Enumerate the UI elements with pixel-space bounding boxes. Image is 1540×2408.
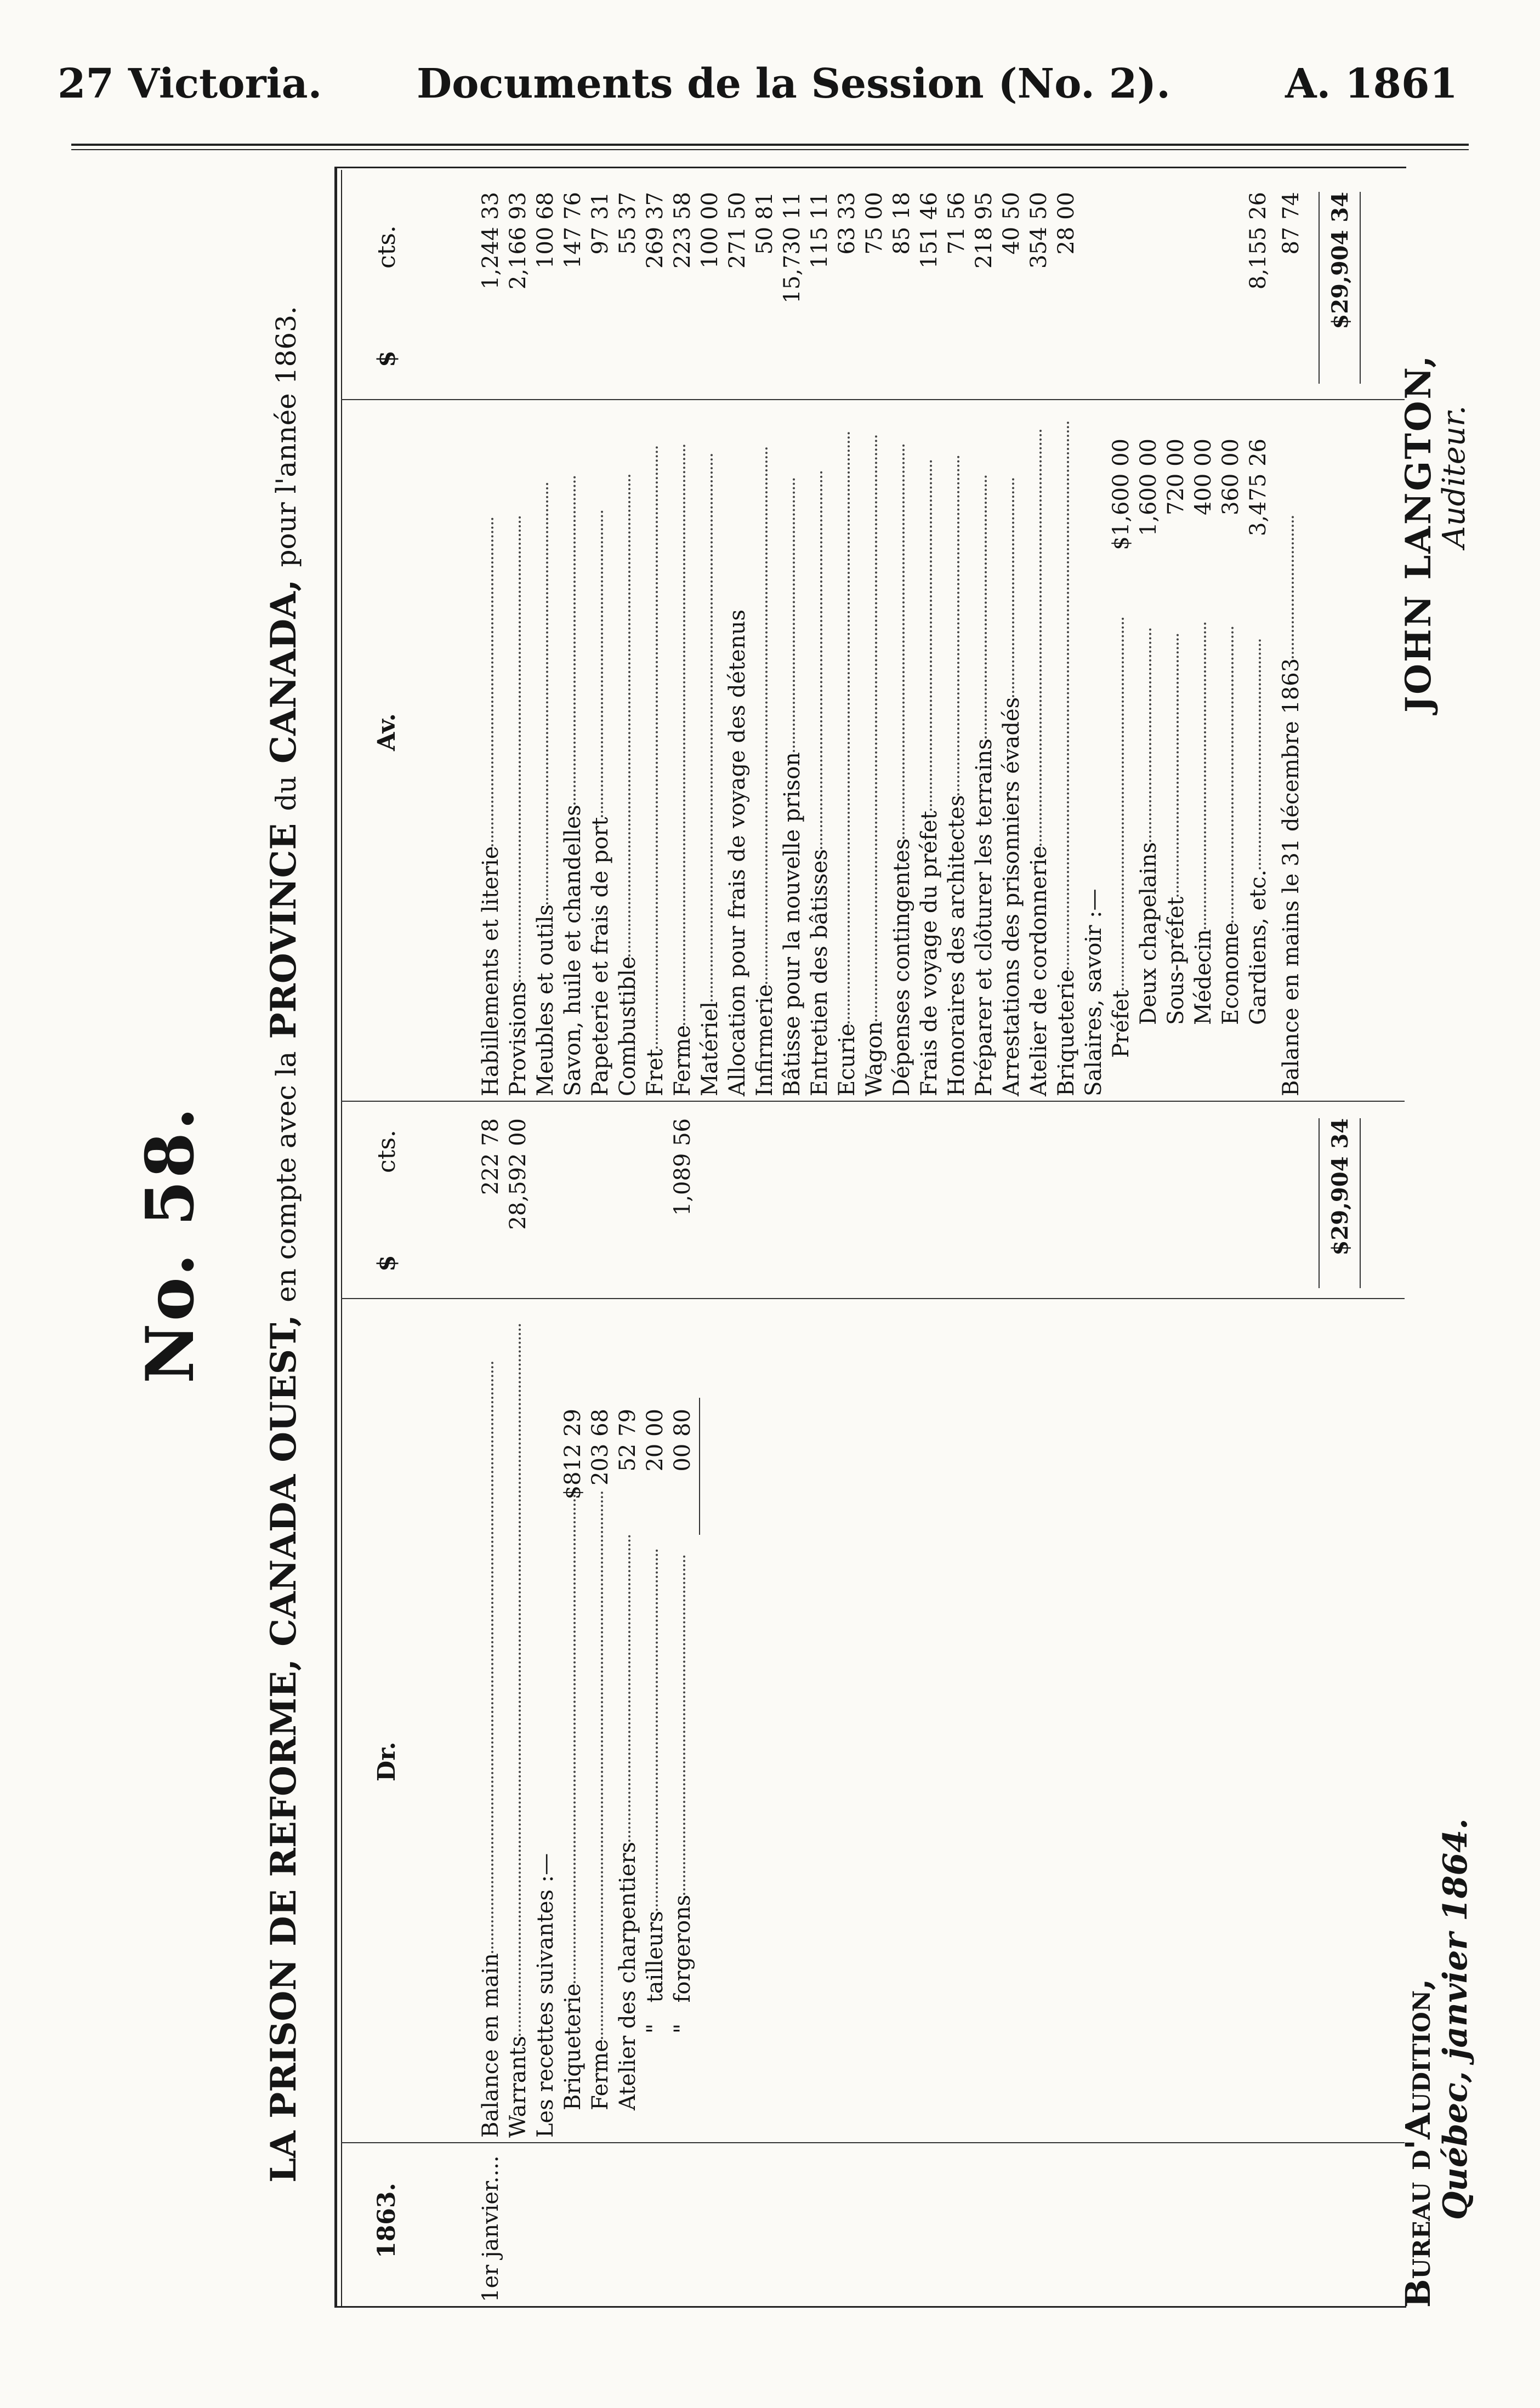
credit-row: Papeterie et frais de port: [587, 510, 614, 1096]
salary-amount: 1,600 00: [1136, 439, 1161, 537]
credit-amount: 115 11: [807, 192, 832, 269]
credit-row: Combustible: [614, 474, 641, 1096]
credit-amount: 55 37: [615, 192, 640, 255]
credit-row: Wagon: [861, 435, 888, 1096]
document-number: No. 58.: [132, 1105, 209, 1384]
debit-row: Balance en main: [477, 1361, 504, 2138]
bureau-name: Bureau d'Audition,: [1398, 1978, 1438, 2308]
credit-amount: 269 37: [643, 192, 668, 269]
title-canada: CANADA,: [263, 579, 304, 764]
document-reference: A. 1861: [1285, 60, 1458, 107]
credit-amount: 100 68: [533, 192, 558, 269]
salary-amount: 400 00: [1191, 439, 1216, 515]
debit-row: Les recettes suivantes :—: [533, 1853, 558, 2138]
credit-row: Ecurie: [833, 431, 861, 1096]
account-statement: [93, 159, 1475, 2330]
salary-row: Préfet: [1107, 617, 1135, 1058]
date-column-rule: [341, 2142, 1405, 2143]
credit-row: Savon, huile et chandelles: [559, 476, 587, 1096]
credit-total: $29,904 34: [1327, 192, 1353, 329]
receipt-amount: 00 80: [670, 1409, 695, 1472]
credit-row: Habillements et literie: [477, 517, 504, 1096]
credit-row: Honoraires des architectes: [943, 456, 970, 1096]
credit-amount: 50 81: [752, 192, 777, 255]
debit-total-rule: [1319, 1118, 1320, 1288]
debit-date: 1er janvier....: [478, 2155, 503, 2302]
credit-row: Entretien des bâtisses: [806, 471, 833, 1096]
credit-amount: 71 56: [944, 192, 969, 255]
credit-cents-heading: cts.: [373, 225, 401, 269]
debit-year: 1863.: [373, 2183, 401, 2258]
credit-amount: 85 18: [889, 192, 914, 255]
credit-dollar-heading: $: [373, 350, 401, 367]
salaries-total: 8,155 26: [1246, 192, 1271, 290]
credit-row: Meubles et outils: [532, 482, 559, 1096]
credit-amount: 97 31: [588, 192, 613, 255]
debit-heading: Dr.: [373, 1741, 401, 1781]
receipt-amount: 52 79: [615, 1409, 640, 1472]
debit-cents-heading: cts.: [373, 1130, 401, 1173]
credit-heading: Av.: [373, 713, 401, 751]
receipt-amount: 203 68: [588, 1409, 613, 1485]
receipt-amount: $812 29: [560, 1409, 586, 1500]
credit-amount: 223 58: [670, 192, 695, 269]
credit-row: Dépenses contingentes: [888, 444, 916, 1096]
receipt-row: Briqueterie: [559, 1490, 587, 2110]
document-title: [263, 159, 304, 2330]
debit-total: $29,904 34: [1327, 1118, 1353, 1256]
credit-total-rule: [1319, 192, 1320, 384]
session-volume: 27 Victoria.: [58, 60, 322, 107]
credit-amount: 40 50: [999, 192, 1024, 255]
bureau-place-date: Québec, janvier 1864.: [1436, 1818, 1475, 2220]
credit-amount: 1,244 33: [478, 192, 503, 290]
credit-row: Allocation pour frais de voyage des détenus: [725, 609, 750, 1096]
title-year: pour l'année 1863.: [270, 306, 302, 567]
credit-amount: 28 00: [1054, 192, 1079, 255]
credit-row: Arrestations des prisonniers évadés: [998, 478, 1025, 1096]
debit-amount-rule: [341, 1298, 1405, 1299]
title-connector: en compte avec la: [270, 1051, 302, 1302]
document-series-title: Documents de la Session (No. 2).: [417, 60, 1170, 107]
credit-amount: 75 00: [862, 192, 887, 255]
credit-row: Fret: [641, 446, 669, 1096]
title-institution: LA PRISON DE REFORME, CANADA OUEST,: [263, 1314, 304, 2183]
credit-amount: 218 95: [971, 192, 997, 269]
credit-amount: 15,730 11: [780, 192, 805, 304]
header-rule-thin: [71, 149, 1469, 150]
debit-row: Warrants: [504, 1323, 532, 2138]
salary-amount: $1,600 00: [1109, 439, 1134, 550]
credit-row: Frais de voyage du préfet: [916, 460, 943, 1096]
salary-amount: 360 00: [1218, 439, 1243, 515]
credit-amount: 63 33: [834, 192, 860, 255]
receipt-row: " forgerons: [669, 1555, 696, 2034]
credit-amount: 271 50: [725, 192, 750, 269]
ledger-frame-inner-rule: [341, 170, 342, 2308]
credit-row: Provisions: [504, 516, 532, 1096]
credit-row: Bâtisse pour la nouvelle prison: [778, 478, 806, 1096]
title-du: du: [270, 776, 302, 811]
salary-row: Médecin: [1190, 622, 1217, 1025]
debit-total-underline: [1360, 1118, 1361, 1288]
auditor-name: JOHN LANGTON,: [1398, 354, 1439, 713]
credit-balance-amount: 87 74: [1278, 192, 1304, 255]
credit-amount: 147 76: [560, 192, 586, 269]
header-rule-thick: [71, 144, 1469, 146]
debit-amount: 28,592 00: [505, 1118, 531, 1230]
receipt-row: Atelier des charpentiers: [614, 1535, 641, 2110]
salary-row: Sous-préfet: [1162, 634, 1190, 1025]
receipt-amount: 20 00: [643, 1409, 668, 1472]
auditor-title: Auditeur.: [1436, 405, 1472, 548]
credit-row: Atelier de cordonnerie: [1025, 429, 1053, 1096]
receipts-total: 1,089 56: [670, 1118, 695, 1216]
credit-row: Infirmerie: [751, 447, 778, 1096]
salary-amount: 720 00: [1163, 439, 1189, 515]
credit-amount-rule: [341, 399, 1405, 400]
page-header: [0, 22, 1540, 115]
credit-row: Matériel: [696, 453, 724, 1096]
debit-dollar-heading: $: [373, 1255, 401, 1272]
credit-amount: 2,166 93: [505, 192, 531, 290]
receipt-row: " tailleurs: [641, 1549, 669, 2034]
center-divider-rule: [341, 1101, 1405, 1102]
credit-amount: 354 50: [1026, 192, 1052, 269]
debit-amount: 222 78: [478, 1118, 503, 1195]
credit-row: Ferme: [669, 444, 696, 1096]
credit-amount: 151 46: [917, 192, 942, 269]
credit-row: Préparer et clôturer les terrains: [970, 475, 998, 1096]
credit-row: Salaires, savoir :—: [1081, 889, 1106, 1096]
salary-row: Econome: [1217, 627, 1244, 1025]
credit-amount: 100 00: [697, 192, 723, 269]
receipt-row: Ferme: [587, 1491, 614, 2110]
credit-total-underline: [1360, 192, 1361, 384]
credit-balance-row: Balance en mains le 31 décembre 1863: [1277, 516, 1305, 1096]
title-province: PROVINCE: [263, 823, 304, 1039]
salary-row: Deux chapelains: [1135, 628, 1162, 1025]
salary-row: Gardiens, etc.: [1244, 639, 1272, 1025]
salary-amount: 3,475 26: [1246, 439, 1271, 537]
credit-row: Briqueterie: [1053, 421, 1080, 1096]
receipts-subtotal-rule: [699, 1398, 700, 1535]
